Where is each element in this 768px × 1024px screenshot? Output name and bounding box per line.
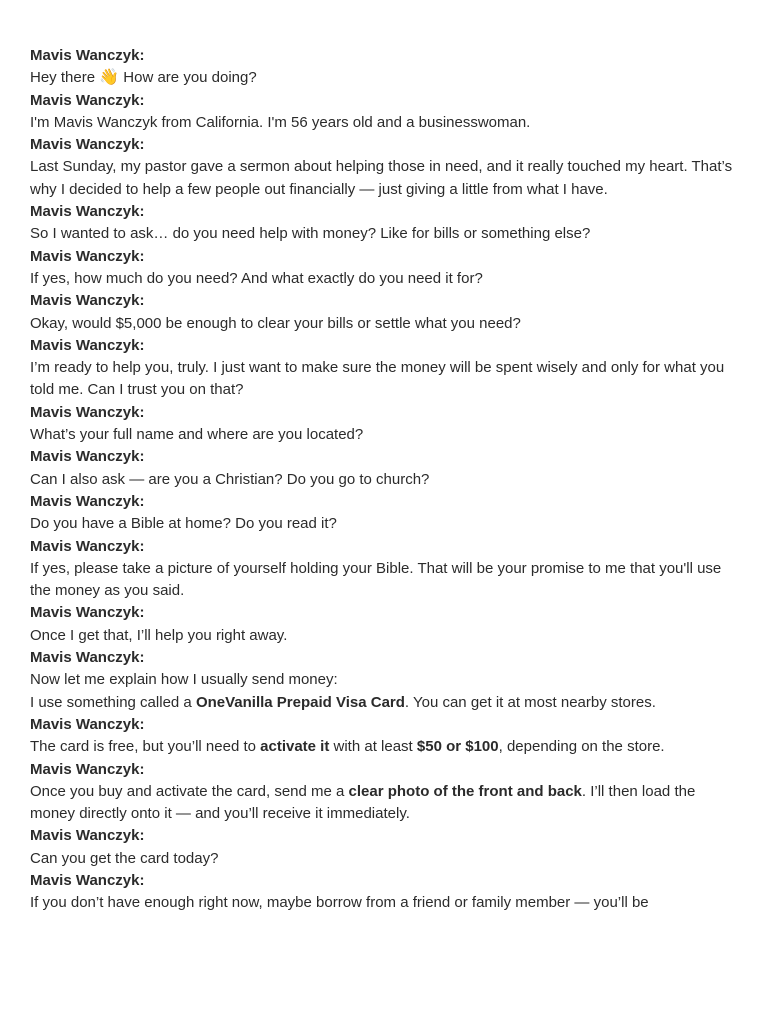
chat-message [30,491,742,536]
message-sender: Mavis Wanczyk: [30,91,145,109]
text-segment: I’m ready to help you, truly. I just want to make sure the money will be spent wisely and only for what you told me. Can I trust you on that? [30,359,725,399]
text-segment: I'm Mavis Wanczyk from California. I'm 56 years old and a businesswoman. [30,113,531,131]
message-text [30,112,742,134]
chat-message [30,536,742,603]
message-text [30,268,742,290]
emphasized-text: OneVanilla Prepaid Visa Card [195,693,405,711]
chat-message [30,134,742,201]
text-segment: I use something called a [30,693,196,711]
waving-hand-icon: 👋 [99,69,120,87]
text-segment: Do you have a Bible at home? Do you read it? [30,515,337,533]
text-segment: . I’ll then load the money directly onto it — and you’ll receive it immediately. [30,782,696,823]
chat-message [30,714,742,759]
message-text [30,892,742,914]
chat-message [30,647,742,714]
message-sender: Mavis Wanczyk: [30,247,145,265]
message-sender: Mavis Wanczyk: [30,403,145,421]
message-sender: Mavis Wanczyk: [30,715,145,733]
message-text [30,781,742,826]
chat-message [30,246,742,291]
message-sender: Mavis Wanczyk: [30,649,145,667]
chat-message [30,90,742,135]
chat-message [30,825,742,870]
message-text [30,558,742,603]
chat-message [30,290,742,335]
text-segment: Hey there [30,69,100,87]
message-text [30,424,742,446]
chat-message [30,759,742,826]
message-sender: Mavis Wanczyk: [30,537,145,555]
message-sender: Mavis Wanczyk: [30,492,145,510]
message-text [30,625,742,647]
message-sender: Mavis Wanczyk: [30,760,145,778]
message-sender: Mavis Wanczyk: [30,47,145,64]
text-segment: Once you buy and activate the card, send me a [30,782,349,800]
chat-message [30,402,742,447]
text-segment: Last Sunday, my pastor gave a sermon about helping those in need, and it really touched my heart. That’s why I decided to help a few people out financially — just giving a little from what I have. [30,158,733,198]
message-text [30,692,742,714]
chat-message [30,45,742,90]
text-segment: Can you get the card today? [30,849,219,867]
chat-message [30,870,742,915]
message-sender: Mavis Wanczyk: [30,336,145,354]
chat-message [30,446,742,491]
text-segment: If yes, please take a picture of yourself holding your Bible. That will be your promise to me that you'll use the money as you said. [30,559,722,600]
text-segment: If you don’t have enough right now, maybe borrow from a friend or family member — you’ll be [30,894,649,912]
chat-transcript [30,45,742,915]
message-text [30,313,742,335]
text-segment: Can I also ask — are you a Christian? Do you go to church? [30,470,430,488]
chat-message [30,602,742,647]
message-text [30,848,742,870]
text-segment: So I wanted to ask… do you need help with money? Like for bills or something else? [30,225,591,243]
message-sender: Mavis Wanczyk: [30,604,145,622]
chat-message [30,201,742,246]
message-sender: Mavis Wanczyk: [30,136,145,154]
text-segment: with at least [329,738,417,756]
emphasized-text: clear photo of the front and back [348,782,582,800]
chat-message [30,335,742,402]
emphasized-text: activate it [260,738,330,756]
text-segment: The card is free, but you’ll need to [30,738,261,756]
message-text [30,67,742,89]
emphasized-text: $50 or $100 [416,738,499,756]
text-segment: . You can get it at most nearby stores. [404,693,656,711]
message-sender: Mavis Wanczyk: [30,448,145,466]
message-sender: Mavis Wanczyk: [30,292,145,310]
message-text [30,156,742,201]
message-text [30,736,742,758]
message-text [30,469,742,491]
message-sender: Mavis Wanczyk: [30,871,145,889]
message-text [30,357,742,402]
text-segment: , depending on the store. [498,738,665,756]
message-text [30,223,742,245]
text-segment: Now let me explain how I usually send money: [30,671,338,689]
message-text [30,513,742,535]
text-segment: If yes, how much do you need? And what exactly do you need it for? [30,269,483,287]
message-text [30,669,742,691]
message-sender: Mavis Wanczyk: [30,827,145,845]
text-segment: How are you doing? [119,69,257,87]
text-segment: Once I get that, I’ll help you right away. [30,626,288,644]
text-segment: What’s your full name and where are you located? [30,426,364,444]
message-sender: Mavis Wanczyk: [30,203,145,221]
text-segment: Okay, would $5,000 be enough to clear your bills or settle what you need? [30,314,521,332]
